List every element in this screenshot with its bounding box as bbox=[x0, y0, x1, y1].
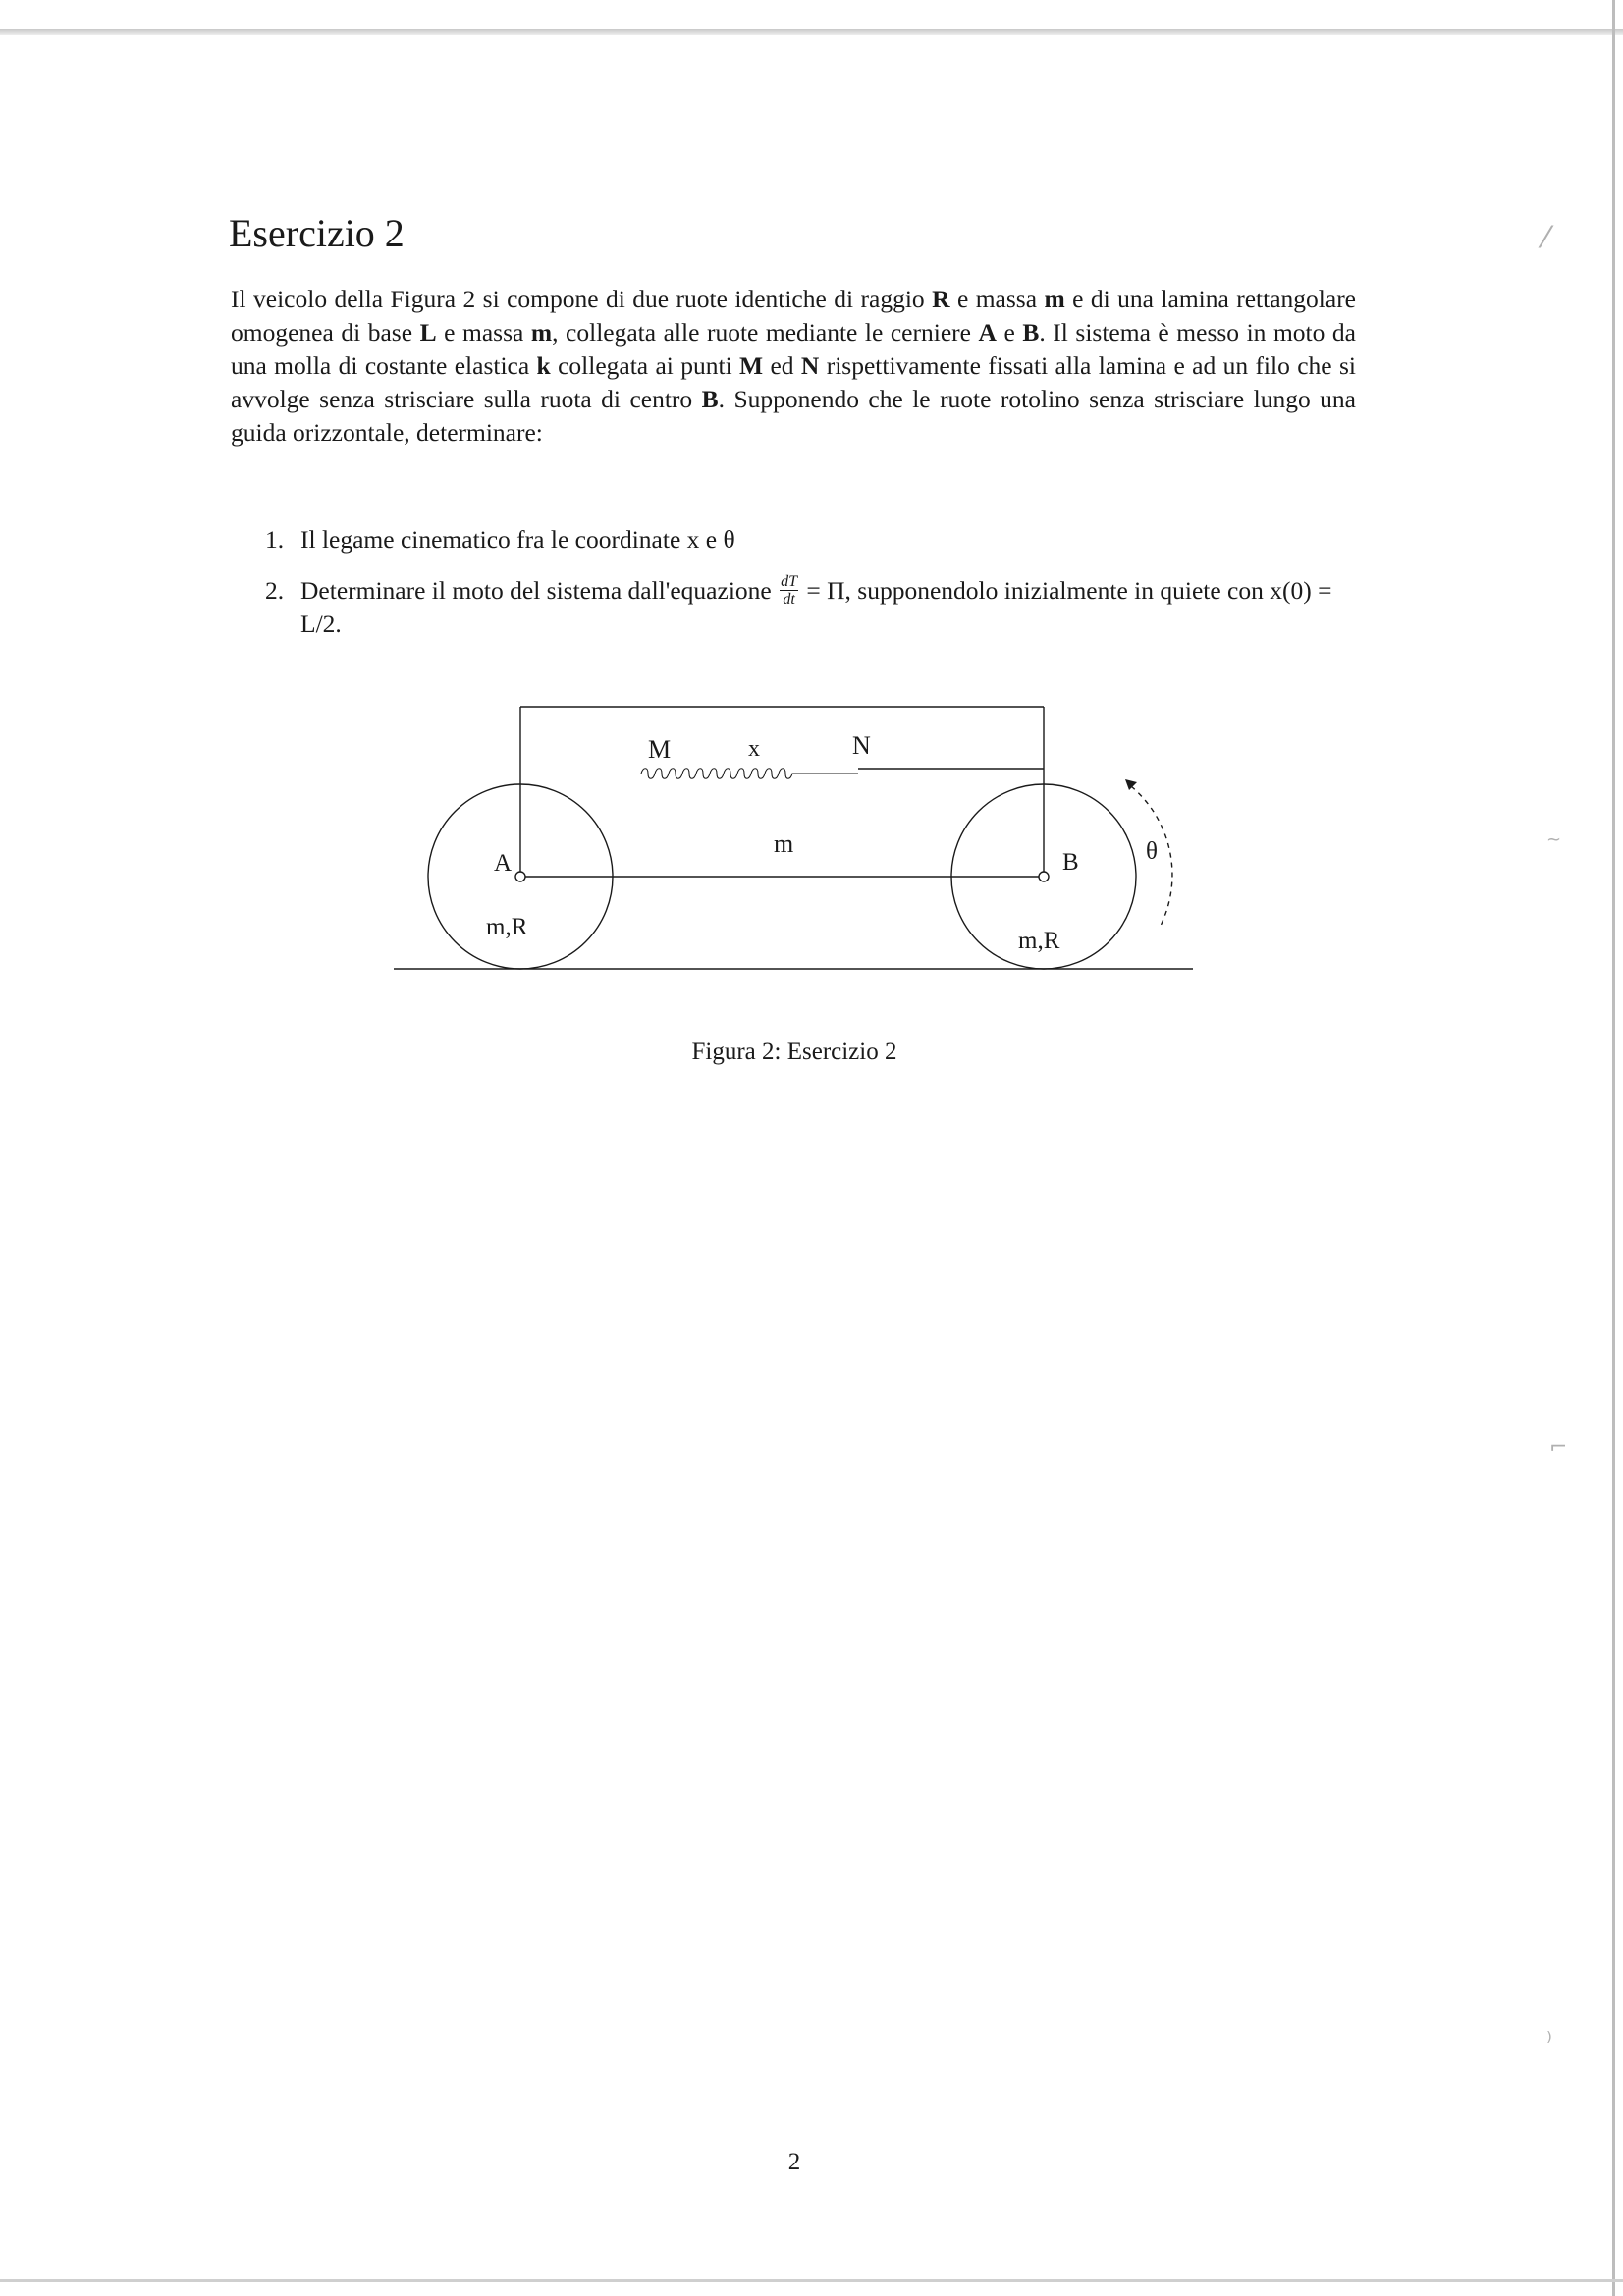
scan-edge-top bbox=[0, 29, 1623, 35]
spring bbox=[641, 769, 858, 779]
symbol-B: B bbox=[1022, 318, 1040, 347]
symbol-L: L bbox=[419, 318, 437, 347]
task-text: Il legame cinematico fra le coordinate x e θ bbox=[300, 525, 735, 554]
hinge-B bbox=[1039, 872, 1049, 881]
label-M: M bbox=[648, 735, 672, 764]
symbol-B: B bbox=[701, 385, 719, 413]
exercise-heading: Esercizio 2 bbox=[229, 211, 405, 255]
scan-mark: ⌐ bbox=[1549, 1435, 1568, 1460]
task-number: 1. bbox=[265, 525, 285, 554]
task-item bbox=[265, 523, 1357, 557]
symbol-m: m bbox=[1044, 285, 1065, 313]
task-number: 2. bbox=[265, 576, 285, 605]
hinge-A bbox=[515, 872, 525, 881]
label-B: B bbox=[1062, 849, 1079, 876]
task-list bbox=[265, 523, 1357, 641]
page-number: 2 bbox=[787, 2149, 801, 2175]
scan-edge-bottom bbox=[0, 2279, 1623, 2282]
rotation-arrowhead bbox=[1125, 779, 1137, 790]
label-x: x bbox=[748, 736, 760, 762]
scan-edge-right bbox=[1612, 0, 1615, 2296]
symbol-m: m bbox=[530, 318, 553, 347]
label-A: A bbox=[494, 850, 513, 877]
task-item: 2. Determinare il moto del sistema dall'equazione $\frac{dT}{dt}$ = Π, supponendolo inizialmente in quiete con x(0) = L/2. bbox=[265, 572, 1332, 638]
scan-mark: ⁄ bbox=[1543, 221, 1549, 255]
symbol-A: A bbox=[978, 318, 997, 347]
scan-mark: ~ bbox=[1546, 829, 1562, 850]
wheel-right-label: m,R bbox=[1018, 928, 1060, 954]
label-theta: θ bbox=[1146, 838, 1158, 865]
symbol-k: k bbox=[536, 351, 551, 380]
symbol-N: N bbox=[800, 351, 820, 380]
figure-caption: Figura 2: Esercizio 2 bbox=[691, 1039, 897, 1065]
label-m: m bbox=[774, 829, 794, 858]
wheel-left-label: m,R bbox=[486, 914, 528, 940]
scan-mark: ⁾ bbox=[1546, 2027, 1552, 2055]
symbol-R: R bbox=[932, 285, 950, 313]
vehicle-diagram bbox=[383, 692, 1208, 987]
exercise-description: Il veicolo della Figura 2 si compone di due ruote identiche di raggio R e massa m e di una lamina rettangolare omogenea di base L e massa m, collegata alle ruote mediante le cerniere A e B. Il sistema è messo in moto da una molla di costante elastica k collegata ai punti M ed N rispettivamente fissati alla lamina e ad un filo che si avvolge senza strisciare sulla ruota di centro B. Supponendo che le ruote rotolino senza strisciare lungo una guida orizzontale, determinare: bbox=[231, 285, 1357, 447]
fraction-dT-dt: $\frac{dT}{dt}$ bbox=[781, 572, 797, 608]
label-N: N bbox=[852, 731, 871, 760]
symbol-M: M bbox=[739, 351, 764, 380]
